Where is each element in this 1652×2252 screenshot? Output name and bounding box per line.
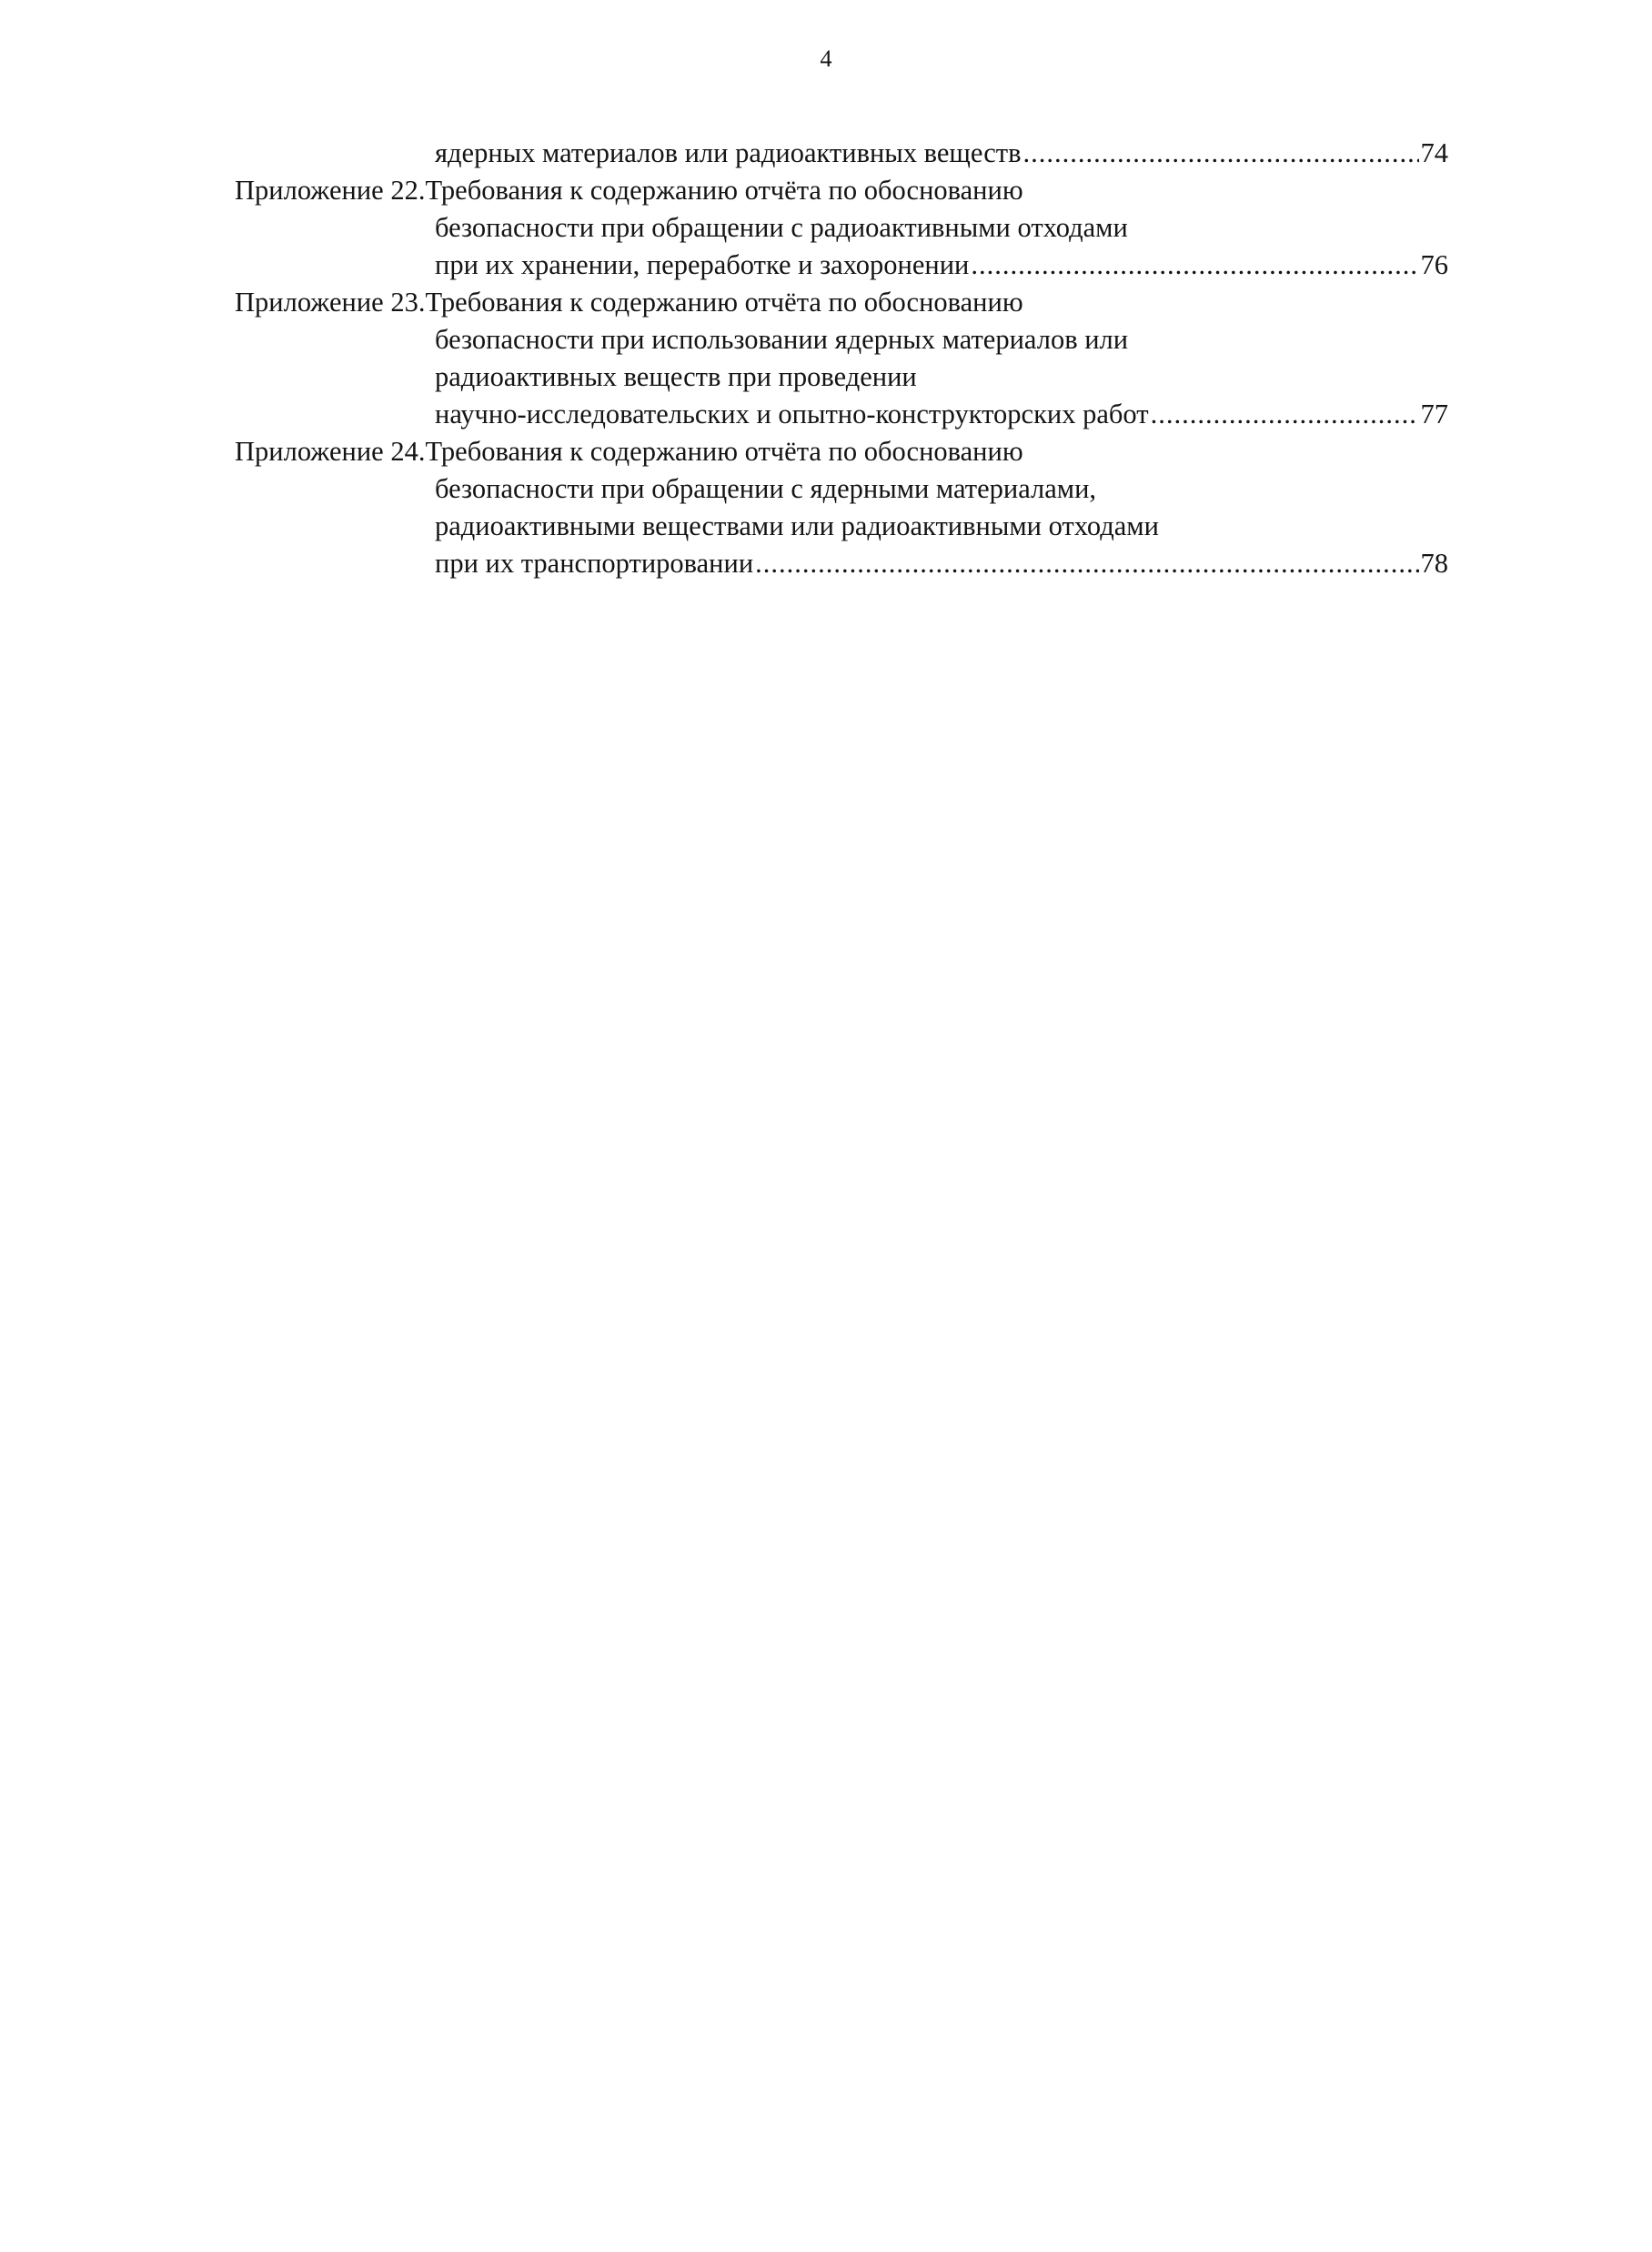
toc-line — [235, 172, 1448, 209]
toc-line — [235, 284, 1448, 321]
toc-line-text: безопасности при использовании ядерных материалов или — [435, 324, 1129, 355]
toc-line-text: Требования к содержанию отчёта по обоснованию — [425, 175, 1023, 206]
toc-entry-appendix-22 — [235, 172, 1448, 284]
toc-dot-leader — [971, 247, 1418, 284]
page-number: 4 — [820, 45, 832, 72]
toc-dot-leader — [755, 545, 1418, 582]
toc-line — [235, 247, 1448, 284]
toc-entry-appendix-24 — [235, 433, 1448, 582]
toc-entry-label: Приложение 22. — [235, 175, 426, 206]
table-of-contents — [235, 135, 1448, 582]
toc-entry-appendix-21-continued — [235, 135, 1448, 172]
toc-line-text: радиоактивными веществами или радиоактивными отходами — [435, 510, 1159, 541]
toc-line — [235, 508, 1448, 545]
toc-dot-leader — [1151, 396, 1419, 433]
toc-line-text: безопасности при обращении с радиоактивными отходами — [435, 212, 1128, 243]
toc-line-text: ядерных материалов или радиоактивных веществ — [435, 137, 1022, 168]
toc-page-number: 77 — [1420, 399, 1448, 429]
toc-line-text: безопасности при обращении с ядерными материалами, — [435, 473, 1097, 504]
toc-entry-label: Приложение 24. — [235, 436, 426, 467]
toc-dot-leader — [1022, 135, 1418, 172]
toc-line-text: радиоактивных веществ при проведении — [435, 361, 917, 392]
toc-page-number: 74 — [1420, 137, 1448, 168]
toc-page-number: 78 — [1420, 548, 1448, 579]
toc-entry-appendix-23 — [235, 284, 1448, 433]
toc-line — [235, 209, 1448, 247]
toc-line-text: Требования к содержанию отчёта по обоснованию — [425, 287, 1023, 318]
toc-entry-label: Приложение 23. — [235, 287, 426, 318]
toc-line — [235, 135, 1448, 172]
toc-line-text: при их транспортировании — [435, 548, 754, 579]
toc-line — [235, 545, 1448, 582]
toc-line — [235, 396, 1448, 433]
toc-line — [235, 470, 1448, 508]
toc-line-text: Требования к содержанию отчёта по обоснованию — [425, 436, 1023, 467]
toc-line — [235, 359, 1448, 396]
toc-line — [235, 433, 1448, 470]
toc-line-text: научно-исследовательских и опытно-конструкторских работ — [435, 399, 1149, 429]
toc-line — [235, 321, 1448, 359]
toc-page-number: 76 — [1420, 249, 1448, 280]
toc-line-text: при их хранении, переработке и захоронении — [435, 249, 970, 280]
